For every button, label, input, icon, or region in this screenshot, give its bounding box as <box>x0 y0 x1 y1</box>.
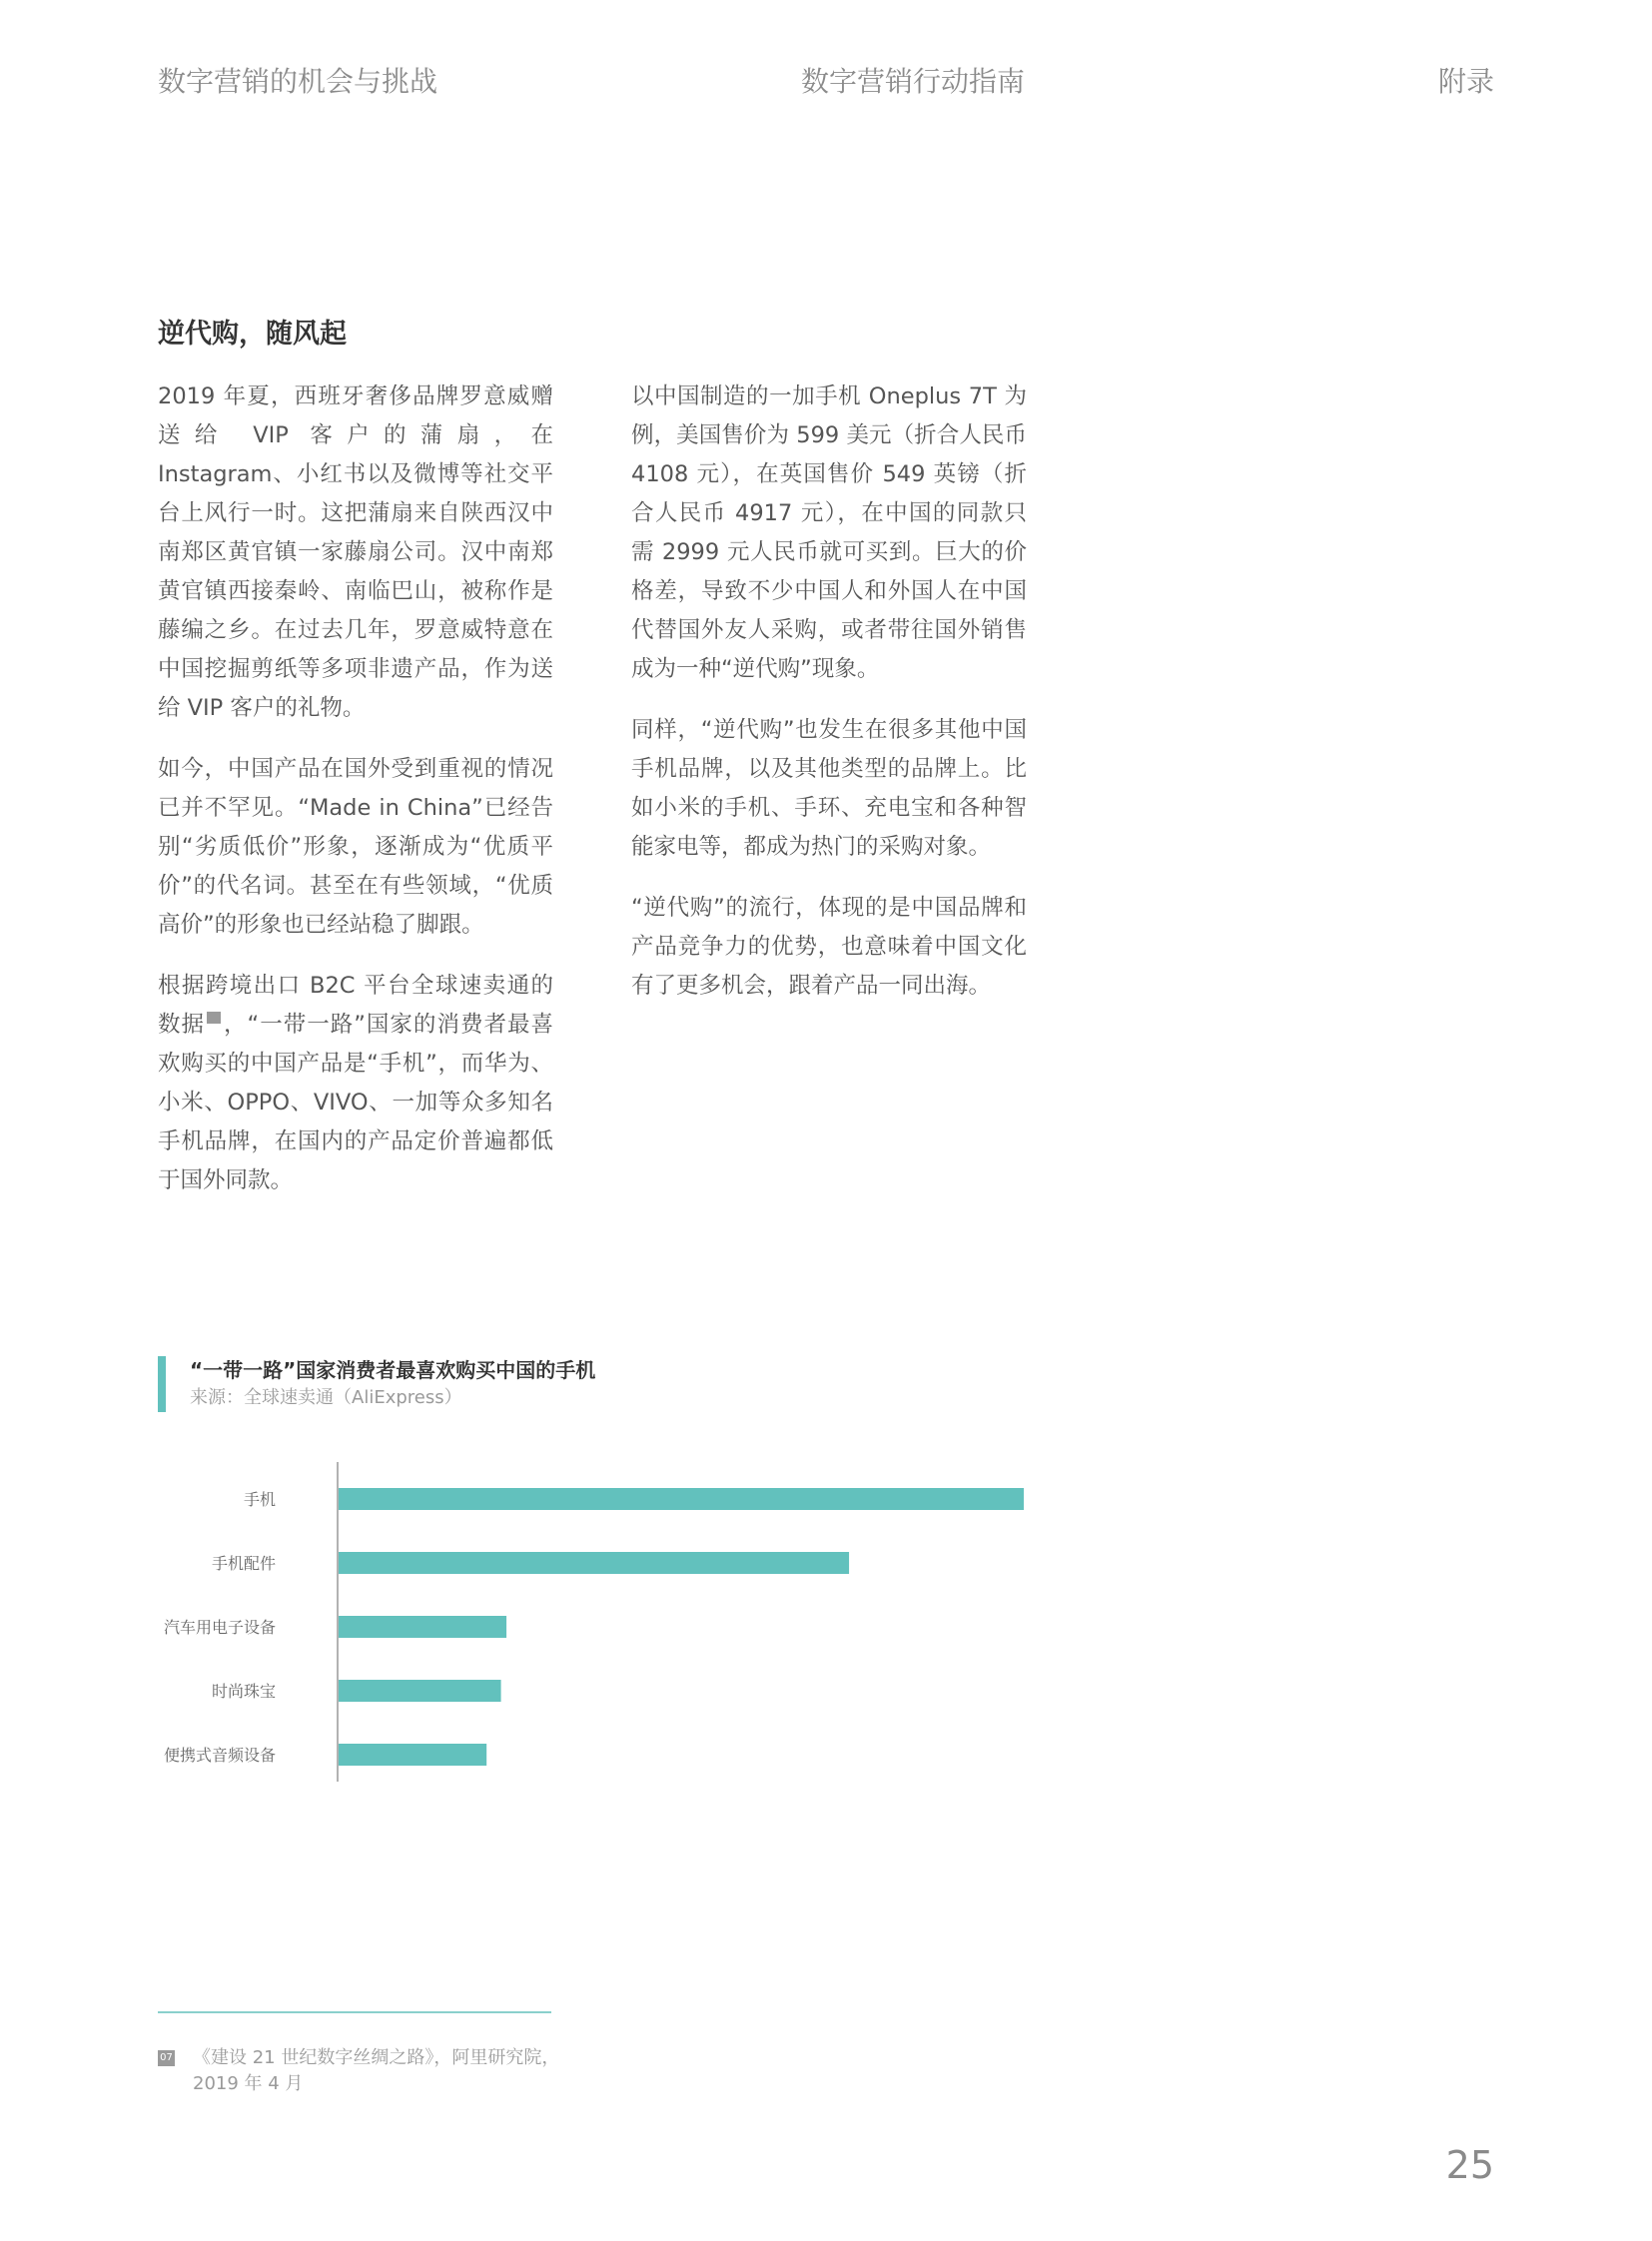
bar-label: 手机 <box>243 1490 276 1509</box>
header-chapter-left[interactable]: 数字营销的机会与挑战 <box>158 65 438 98</box>
bar-label: 汽车用电子设备 <box>163 1618 276 1637</box>
bar-label: 时尚珠宝 <box>211 1682 276 1701</box>
header-chapter-right[interactable]: 附录 <box>1437 65 1494 98</box>
header-chapter-center[interactable]: 数字营销行动指南 <box>801 65 1026 98</box>
chart-source: 来源：全球速卖通（AliExpress） <box>190 1387 462 1408</box>
footnote-number: 07 <box>158 2050 175 2066</box>
left-paragraph-2: 如今，中国产品在国外受到重视的情况已并不罕见。“Made in China”已经告别“劣质低价”形象，逐渐成为“优质平价”的代名词。甚至在有些领域，“优质高价”的形象也已经站稳了脚跟。 <box>158 756 553 938</box>
footnote <box>158 2045 577 2097</box>
bar-label: 手机配件 <box>211 1554 276 1573</box>
bar <box>339 1680 501 1702</box>
footnote-text: 《建设 21 世纪数字丝绸之路》，阿里研究院，2019 年 4 月 <box>193 2047 560 2094</box>
right-paragraph-2: 同样，“逆代购”也发生在很多其他中国手机品牌，以及其他类型的品牌上。比如小米的手机、手环、充电宝和各种智能家电等，都成为热门的采购对象。 <box>631 717 1027 860</box>
bar <box>339 1744 486 1766</box>
page-number: 25 <box>1445 2143 1494 2187</box>
left-paragraph-3-end: ，“一带一路”国家的消费者最喜欢购买的中国产品是“手机”，而华为、小米、OPPO、VIVO、一加等众多知名手机品牌，在国内的产品定价普遍都低于国外同款。 <box>158 1012 553 1193</box>
section-title: 逆代购，随风起 <box>158 319 347 350</box>
chart-title: “一带一路”国家消费者最喜欢购买中国的手机 <box>190 1358 596 1382</box>
bar-label: 便携式音频设备 <box>163 1746 276 1765</box>
left-paragraph-3-start: 根据跨境出口 B2C 平台全球速卖通的数据 <box>158 973 553 1038</box>
bar <box>339 1488 1024 1510</box>
bar <box>339 1616 506 1638</box>
right-paragraph-3: “逆代购”的流行，体现的是中国品牌和产品竞争力的优势，也意味着中国文化有了更多机会，跟着产品一同出海。 <box>631 895 1027 999</box>
footnote-divider <box>158 2011 551 2013</box>
bar <box>339 1552 849 1574</box>
right-paragraph-1: 以中国制造的一加手机 Oneplus 7T 为例，美国售价为 599 美元（折合人民币 4108 元），在英国售价 549 英镑（折合人民币 4917 元），在中国的同款只需 2999 元人民币就可买到。巨大的价格差，导致不少中国人和外国人在中国代替国外友人采购，或者带往国外销售成为一种“逆代购”现象。 <box>631 383 1027 682</box>
left-paragraph-1: 2019 年夏，西班牙奢侈品牌罗意威赠送给 VIP 客户的蒲扇，在 Instagram、小红书以及微博等社交平台上风行一时。这把蒲扇来自陕西汉中南郑区黄官镇一家藤扇公司。汉中南郑黄官镇西接秦岭、南临巴山，被称作是藤编之乡。在过去几年，罗意威特意在中国挖掘剪纸等多项非遗产品，作为送给 VIP 客户的礼物。 <box>158 383 553 721</box>
